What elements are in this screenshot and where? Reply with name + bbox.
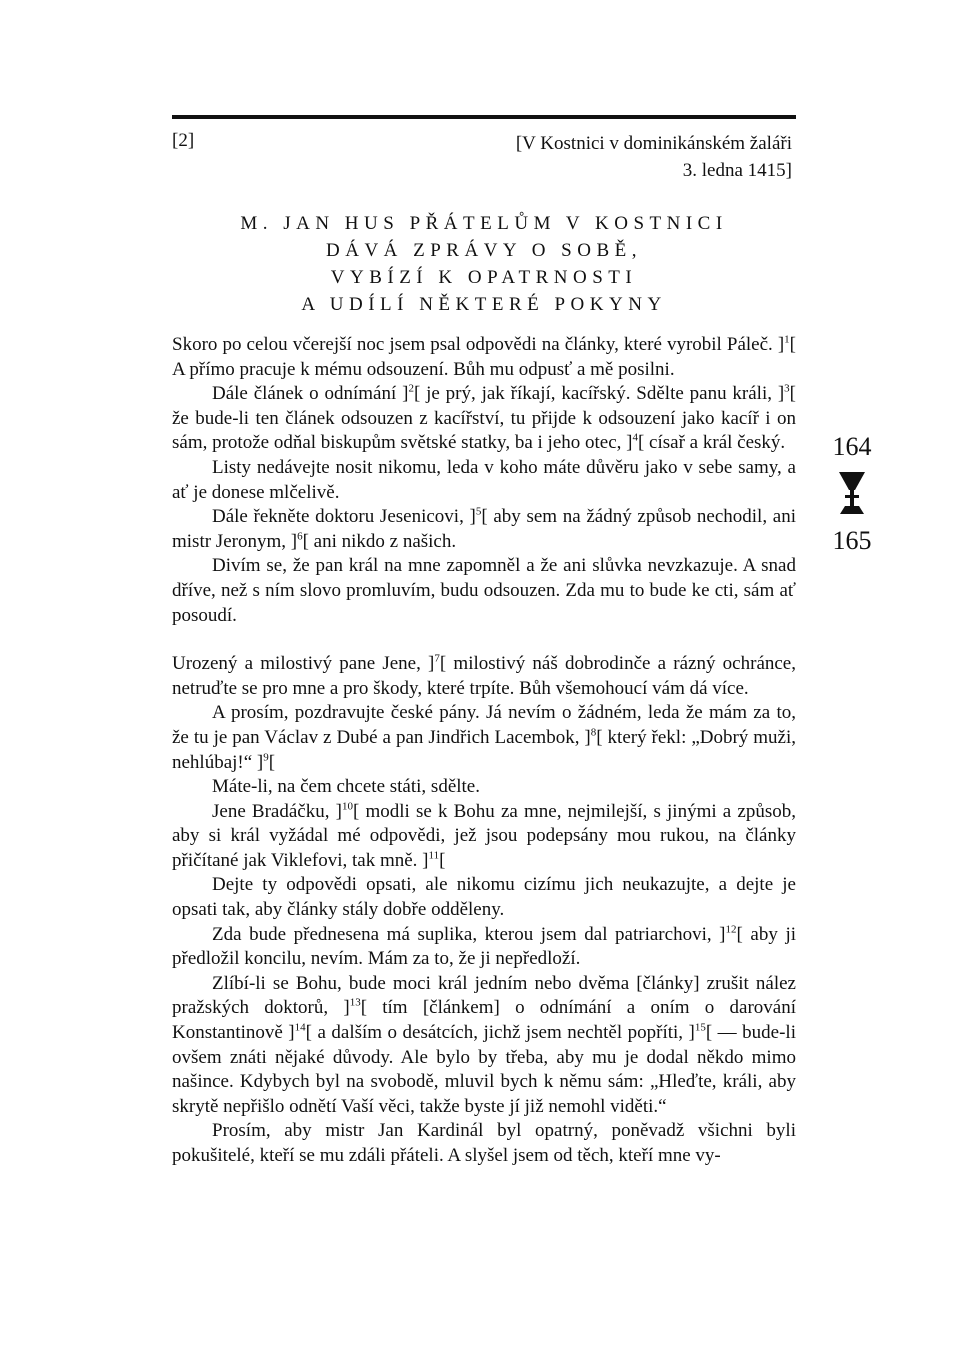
header-place: [V Kostnici v dominikánském žaláři <box>515 133 792 154</box>
paragraph: Skoro po celou včerejší noc jsem psal odpovědi na články, které vyrobil Páleč. ]$^1$[ A přímo pracuje k mému odsouzení. Bůh mu odpusť a mě posilni. <box>172 333 796 380</box>
footnote-ref: 3 <box>784 382 790 395</box>
paragraph: Jene Bradáčku, ]$^{10}$[ modli se k Bohu za mne, nejmilejší, s jinými a způsob, aby si král vyžádal mé odpovědi, jež jsou podepsány mou rukou, na články přičítané jak Viklefovi, tak mně. ]$^{11}$[ <box>172 800 796 871</box>
footnote-ref: 10 <box>341 800 353 813</box>
footnote-ref: 2 <box>408 382 414 395</box>
title-line: M. JAN HUS PŘÁTELŮM V KOSTNICI <box>240 213 728 234</box>
header-place-date <box>516 130 792 184</box>
paragraph: Máte-li, na čem chcete státi, sdělte. <box>212 776 480 798</box>
letter-title <box>172 210 796 318</box>
paragraph: Dejte ty odpovědi opsati, ale nikomu cizímu jich neukazujte, a dejte je opsati tak, aby články stály dobře odděleny. <box>172 874 796 921</box>
margin-page-number: 164 <box>832 432 872 461</box>
footnote-ref: 15 <box>694 1021 706 1034</box>
chalice-icon <box>837 470 867 516</box>
footnote-ref: 1 <box>784 333 790 346</box>
paragraph: Urozený a milostivý pane Jene, ]$^7$[ milostivý náš dobrodinče a rázný ochránce, netruďte se pro mne a pro škody, které trpíte. Bůh všemohoucí vám dá více. <box>172 652 796 699</box>
footnote-ref: 13 <box>349 997 361 1010</box>
footnote-ref: 5 <box>475 505 482 518</box>
footnote-ref: 6 <box>297 530 303 543</box>
footnote-ref: 14 <box>294 1021 306 1034</box>
footnote-ref: 4 <box>632 432 638 445</box>
document-number: [2] <box>172 130 195 151</box>
footnote-ref: 12 <box>725 923 737 936</box>
title-line: A UDÍLÍ NĚKTERÉ POKYNY <box>301 294 667 315</box>
title-line: DÁVÁ ZPRÁVY O SOBĚ, <box>326 240 642 261</box>
paragraph: Divím se, že pan král na mne zapomněl a že ani slůvka nevzkazuje. A snad dříve, než s ním slovo promluvím, budu odsouzen. Zda mu to bude ke cti, sám ať posoudí. <box>172 555 796 626</box>
paragraph: Dále článek o odnímání ]$^2$[ je prý, jak říkají, kacířský. Sdělte panu králi, ]$^3$[ že bude-li ten článek odsouzen z kacířství, tu přijde k odsouzení jako kacíř i on sám, protože odňal biskupům světské statky, ba i jeho otec, ]$^4$[ císař a král český. <box>172 382 796 454</box>
top-rule <box>172 115 796 119</box>
footnote-ref: 8 <box>590 726 597 739</box>
title-line: VYBÍZÍ K OPATRNOSTI <box>330 267 638 288</box>
paragraph: Dále řekněte doktoru Jesenicovi, ]$^5$[ aby sem na žádný způsob nechodil, ani mistr Jeronym, ]$^6$[ ani nikdo z našich. <box>172 505 796 552</box>
footnote-ref: 9 <box>263 751 269 764</box>
margin-page-number: 165 <box>832 526 872 555</box>
footnote-ref: 7 <box>434 652 440 665</box>
paragraph: Zlíbí-li se Bohu, bude moci král jedním nebo dvěma [články] zrušit nález pražských doktorů, ]$^{13}$[ tím [článkem] o odnímání a oním o darování Konstantinově ]$^{14}$[ a dalším o desátcích, jichž jsem nechtěl popříti, ]$^{15}$[ — bude-li ovšem znáti nějaké důvody. Ale bylo by třeba, aby mu je dodal někdo mimo našince. Kdybych byl na svobodě, mluvil bych k němu sám: „Hleďte, králi, aby skrytě nepřišlo odnětí Vaší věci, takže byste jí již nemohl viděti.“ <box>172 972 796 1117</box>
paragraph: A prosím, pozdravujte české pány. Já nevím o žádném, leda že mám za to, že tu je pan Václav z Dubé a pan Jindřich Lacembok, ]$^8$[ který řekl: „Dobrý muži, nehlúbaj!“ ]$^9$[ <box>172 702 796 773</box>
paragraph: Zda bude přednesena má suplika, kterou jsem dal patriarchovi, ]$^{12}$[ aby ji předložil koncilu, nevím. Mám za to, že ji nepředloží. <box>172 923 796 970</box>
footnote-ref: 11 <box>428 849 440 862</box>
paragraph: Prosím, aby mistr Jan Kardinál byl opatrný, poněvadž všichni byli pokušitelé, kteří se mu zdáli přáteli. A slyšel jsem od těch, kteří mne vy- <box>172 1120 796 1166</box>
paragraph: Listy nedávejte nosit nikomu, leda v koho máte důvěru jako v sebe samy, a ať je donese mlčelivě. <box>172 456 796 503</box>
header-date: 3. ledna 1415] <box>682 160 792 181</box>
margin-page-marker <box>822 432 882 556</box>
letter-body <box>172 333 796 1169</box>
